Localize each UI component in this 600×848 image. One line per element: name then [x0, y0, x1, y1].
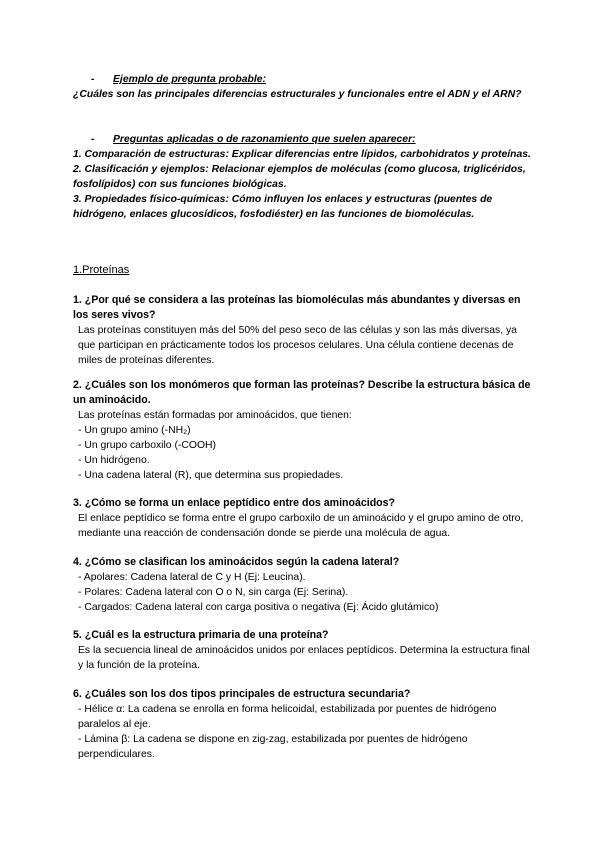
question-heading: 6. ¿Cuáles son los dos tipos principales de estructura secundaria? — [73, 688, 411, 700]
bullet-dash: - — [91, 134, 95, 145]
question-heading: 2. ¿Cuáles son los monómeros que forman las proteínas? Describe la estructura básica de un aminoácido. — [73, 379, 531, 406]
list-item: - Una cadena lateral (R), que determina sus propiedades. — [78, 470, 344, 481]
list-item: - Hélice α: La cadena se enrolla en forma helicoidal, estabilizada por puentes de hidrógeno paralelos al eje. — [78, 704, 497, 730]
answer-text: Las proteínas están formadas por aminoácidos, que tienen: — [78, 410, 352, 421]
question-3 — [73, 496, 533, 541]
answer-text: El enlace peptídico se forma entre el grupo carboxilo de un aminoácido y el grupo amino de otro, mediante una reacción de condensación donde se pierde una molécula de agua. — [78, 513, 524, 539]
list-item: - Un hidrógeno. — [78, 455, 150, 466]
question-5 — [73, 628, 533, 673]
question-6 — [73, 687, 533, 762]
question-heading: 4. ¿Cómo se clasifican los aminoácidos según la cadena lateral? — [73, 556, 400, 568]
list-item: - Un grupo amino (-NH₂) — [78, 425, 191, 436]
intro-item: 3. Propiedades físico-químicas: Cómo influyen los enlaces y estructuras (puentes de hidrógeno, enlaces glucosídicos, fosfodiéster) en las funciones de biomoléculas. — [73, 194, 493, 220]
question-heading: 1. ¿Por qué se considera a las proteínas las biomoléculas más abundantes y diversas en los seres vivos? — [73, 294, 521, 321]
answer-text: Las proteínas constituyen más del 50% del peso seco de las células y son las más diversas, ya que participan en prácticamente todos los procesos celulares. Una célula contiene decenas de miles de proteínas diferentes. — [78, 325, 517, 366]
section-title: 1.Proteínas — [73, 264, 130, 276]
bullet-dash: - — [91, 74, 95, 85]
question-1 — [73, 293, 533, 368]
list-item: - Polares: Cadena lateral con O o N, sin carga (Ej: Serina). — [78, 587, 349, 598]
question-4 — [73, 555, 533, 615]
example-question: ¿Cuáles son las principales diferencias estructurales y funcionales entre el ADN y el ARN? — [73, 89, 522, 100]
intro-item: 2. Clasificación y ejemplos: Relacionar ejemplos de moléculas (como glucosa, triglicéridos, fosfolípidos) con sus funciones biológicas. — [73, 164, 526, 190]
answer-text: Es la secuencia lineal de aminoácidos unidos por enlaces peptídicos. Determina la estructura final y la función de la proteína. — [78, 645, 530, 671]
question-heading: 3. ¿Cómo se forma un enlace peptídico entre dos aminoácidos? — [73, 497, 395, 509]
bullet-label: Preguntas aplicadas o de razonamiento que suelen aparecer: — [113, 134, 416, 145]
question-2 — [73, 378, 533, 483]
list-item: - Apolares: Cadena lateral de C y H (Ej: Leucina). — [78, 572, 306, 583]
list-item: - Cargados: Cadena lateral con carga positiva o negativa (Ej: Ácido glutámico) — [78, 602, 439, 613]
intro-bullet-2 — [73, 132, 533, 222]
list-item: - Lámina β: La cadena se dispone en zig-zag, estabilizada por puentes de hidrógeno perpendiculares. — [78, 734, 468, 760]
intro-item: 1. Comparación de estructuras: Explicar diferencias entre lípidos, carbohidratos y proteínas. — [73, 149, 531, 160]
intro-bullet-1 — [73, 72, 533, 102]
list-item: - Un grupo carboxilo (-COOH) — [78, 440, 217, 451]
question-heading: 5. ¿Cuál es la estructura primaria de una proteína? — [73, 629, 329, 641]
bullet-label: Ejemplo de pregunta probable: — [113, 74, 266, 85]
